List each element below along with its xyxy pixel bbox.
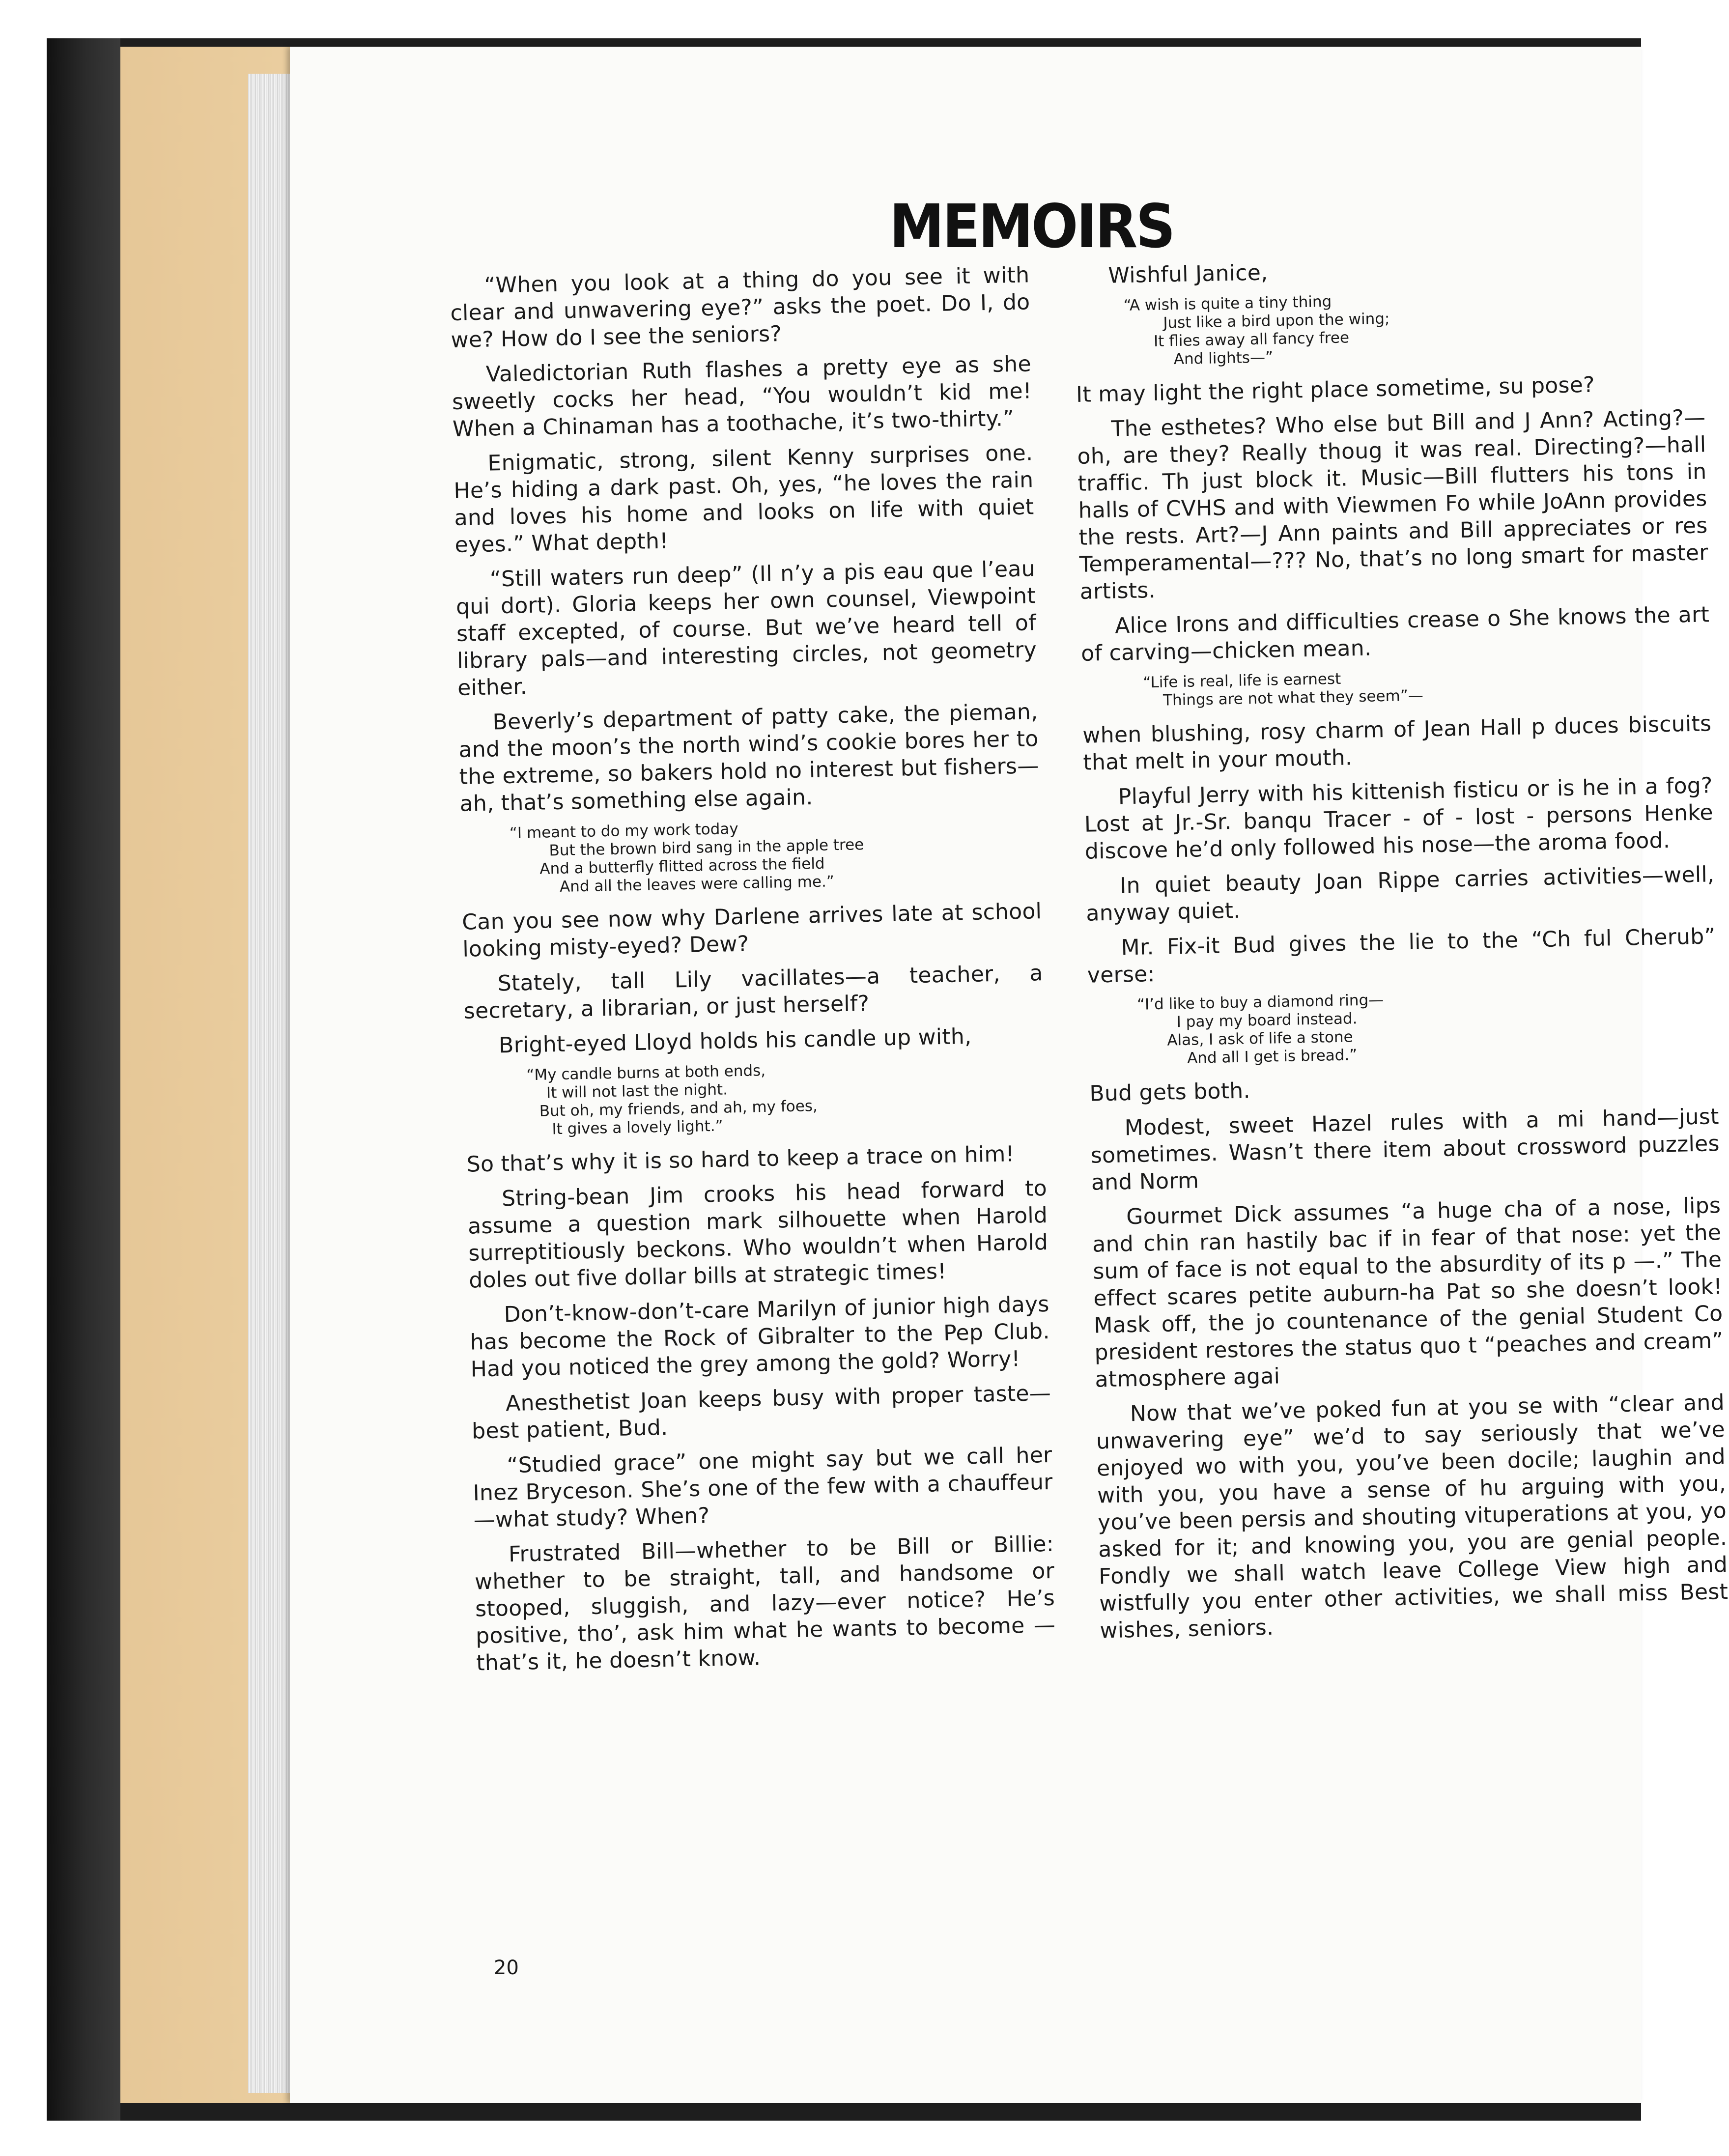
verse-line: And all I get is bread.” (1187, 1046, 1358, 1067)
verse-line: “My candle burns at both ends, (526, 1061, 766, 1084)
paragraph: So that’s why it is so hard to keep a trace on him! (466, 1141, 1015, 1177)
verse-quote (460, 814, 1042, 898)
paragraph: Playful Jerry with his kittenish fisticu or is he in a fog? Lost at Jr.-Sr. banqu Tracer - of - lost - persons Henke discove he’d only followed his nose—the aroma food. (1084, 773, 1714, 864)
right-column-clip (1056, 236, 1729, 1956)
verse-line: I pay my board instead. (1176, 1010, 1358, 1031)
paragraph: Now that we’ve poked fun at you se with “clear and unwavering eye” we’d to say seriously that we’ve enjoyed wo with you, you’ve been docile; laughin and with you, you have a sense of hu arguing with you, you’ve been persis and shouting vituperations at you, yo asked for it; and knowing you, you are genial people. Fondly we shall watch leave College View high and wistfully you enter other activities, we shall miss Best wishes, seniors. (1096, 1390, 1729, 1644)
verse-line: And lights—” (1173, 348, 1274, 369)
verse-line: It gives a lovely light.” (552, 1117, 723, 1138)
verse-quote (1081, 663, 1711, 711)
paragraph: “When you look at a thing do you see it with clear and unwavering eye?” asks the poet. Do I, do we? How do I see the seniors? (450, 262, 1030, 353)
paragraph: Valedictorian Ruth flashes a pretty eye as she sweetly cocks her head, “You wouldn’t kid me! When a Chinaman has a toothache, it’s two-thirty.” (452, 351, 1032, 442)
verse-line: “A wish is quite a tiny thing (1123, 292, 1332, 315)
verse-line: But oh, my friends, and ah, my foes, (539, 1097, 818, 1120)
book-spine-edge (47, 38, 120, 2121)
paragraph: Don’t-know-don’t-care Marilyn of junior high days has become the Rock of Gibralter to the Pep Club. Had you noticed the grey among the gold? Worry! (470, 1291, 1050, 1382)
verse-line: And all the leaves were calling me.” (559, 873, 835, 896)
verse-line: Things are not what they seem”— (1162, 686, 1424, 709)
right-column (1074, 251, 1729, 1652)
verse-line: But the brown bird sang in the apple tree (549, 836, 864, 860)
verse-quote (465, 1056, 1046, 1140)
paragraph: Frustrated Bill—whether to be Bill or Billie: whether to be straight, tall, and handsome or stooped, sluggish, and lazy—ever notice? He’s positive, tho’, ask him what he wants to become — that’s it, he doesn’t know. (474, 1531, 1056, 1676)
verse-line: Just like a bird upon the wing; (1163, 310, 1390, 332)
paragraph: Wishful Janice, (1108, 260, 1268, 288)
verse-line: “Life is real, life is earnest (1143, 670, 1341, 692)
left-column (450, 261, 1056, 1684)
paragraph: Modest, sweet Hazel rules with a mi hand—just sometimes. Wasn’t there item about crossword puzzles and Norm (1090, 1104, 1720, 1195)
verse-quote (1074, 285, 1704, 370)
paragraph: Enigmatic, strong, silent Kenny surprises one. He’s hiding a dark past. Oh, yes, “he loves the rain and loves his home and looks on life with quiet eyes.” What depth! (454, 440, 1034, 558)
paragraph: It may light the right place sometime, su pose? (1076, 372, 1595, 407)
verse-line: “I’d like to buy a diamond ring— (1136, 991, 1384, 1014)
paragraph: Mr. Fix-it Bud gives the lie to the “Ch ful Cherub” verse: (1087, 924, 1716, 988)
verse-line: It flies away all fancy free (1153, 329, 1350, 350)
paragraph: Can you see now why Darlene arrives late at school looking misty-eyed? Dew? (461, 899, 1042, 962)
paragraph: Beverly’s department of patty cake, the pieman, and the moon’s the north wind’s cookie bores her to the extreme, so bakers hold no interest but fishers—ah, that’s something else again. (458, 699, 1039, 817)
paragraph: Bud gets both. (1089, 1078, 1251, 1106)
paragraph: “Still waters run deep” (Il n’y a pis eau que l’eau qui dort). Gloria keeps her own counsel, Viewpoint staff excepted, of course. But we’ve heard tell of library pals—and interesting circles, not geometry either. (455, 556, 1037, 701)
paragraph: “Studied grace” one might say but we call her Inez Bryceson. She’s one of the few with a chauffeur—what study? When? (473, 1442, 1053, 1533)
paragraph: In quiet beauty Joan Rippe carries activities—well, anyway quiet. (1085, 862, 1715, 926)
verse-line: It will not last the night. (546, 1080, 728, 1102)
paragraph: when blushing, rosy charm of Jean Hall p duces biscuits that melt in your mouth. (1082, 711, 1712, 775)
page-number: 20 (494, 1957, 519, 1979)
paragraph: String-bean Jim crooks his head forward to assume a question mark silhouette when Harold surreptitiously beckons. Who wouldn’t when Harold doles out five dollar bills at strategic times! (467, 1176, 1049, 1293)
verse-line: And a butterfly flitted across the field (539, 854, 825, 878)
paragraph: Anesthetist Joan keeps busy with proper taste—best patient, Bud. (471, 1380, 1051, 1444)
verse-line: “I meant to do my work today (509, 820, 739, 842)
paragraph: Stately, tall Lily vacillates—a teacher, a secretary, a librarian, or just herself? (463, 961, 1044, 1024)
paragraph: Gourmet Dick assumes “a huge cha of a nose, lips and chin ran hastily bac if in fear of that nose: yet the sum of face is not equal to the absurdity of its p —.” The effect scares petite auburn-ha Pat so she doesn’t look! Mask off, the jo countenance of the genial Student Co president restores the status quo t “peaches and cream” atmosphere agai (1092, 1193, 1724, 1392)
paragraph: Alice Irons and difficulties crease o She knows the art of carving—chicken mean. (1080, 602, 1710, 666)
paragraph: The esthetes? Who else but Bill and J Ann? Acting?—oh, are they? Really thoug it was real. Directing?—hall traffic. Th just block it. Music—Bill flutters his tons in halls of CVHS and with Viewmen Fo while JoAnn provides the rests. Art?—J Ann paints and Bill appreciates or res Temperamental—??? No, that’s no long smart for master artists. (1077, 405, 1709, 604)
paragraph: Bright-eyed Lloyd holds his candle up with, (498, 1023, 972, 1058)
page-title: MEMOIRS (889, 192, 1174, 261)
verse-line: Alas, I ask of life a stone (1167, 1028, 1353, 1050)
verse-quote (1088, 985, 1718, 1070)
